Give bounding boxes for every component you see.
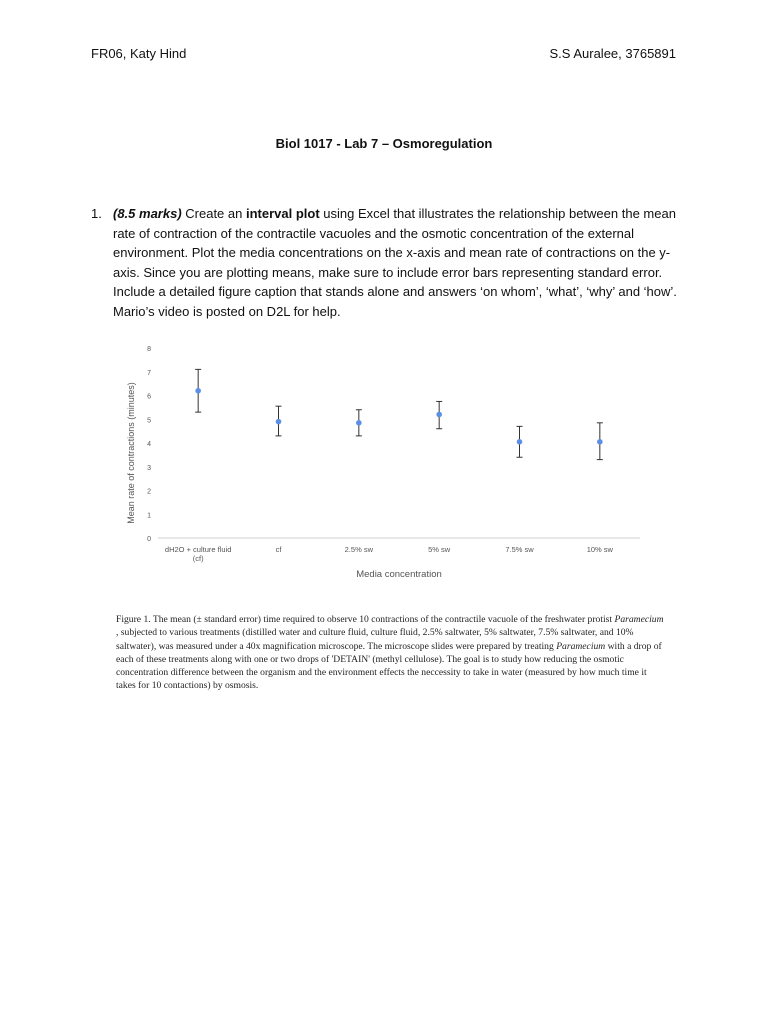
data-point [276, 419, 282, 425]
data-point [597, 439, 603, 445]
y-tick-label: 7 [147, 369, 151, 377]
y-tick-label: 1 [147, 512, 151, 520]
page-title: Biol 1017 - Lab 7 – Osmoregulation [275, 136, 493, 151]
y-tick-label: 6 [147, 393, 151, 401]
question-text-part-2: using Excel that illustrates the relationship between the mean rate of contraction of the contractile vacuoles and the osmotic concentration of the external environment. Plot the media concentrations on the x-axis and mean rate of contractions on the y-axis. Since you are plotting means, make sure to include error bars representing standard error. Include a detailed figure caption that stands alone and answers ‘on whom’, ‘what’, ‘why’ and ‘how’. Mario’s video is posted on D2L for help. [113, 206, 677, 319]
x-tick-label [428, 545, 451, 554]
x-tick-label [276, 545, 283, 554]
question-marks: (8.5 marks) [113, 206, 182, 221]
question-text [113, 204, 681, 322]
x-tick-label [345, 545, 374, 554]
x-tick-label-line: dH2O + culture fluid [164, 545, 232, 554]
y-tick-label: 5 [147, 417, 151, 425]
x-tick-label-line: 10% sw [586, 545, 613, 554]
x-tick-label-line: 2.5% sw [344, 545, 374, 554]
data-point [517, 439, 523, 445]
caption-part-2: , subjected to various treatments (distilled water and culture fluid, culture fluid, 2.5% saltwater, 5% saltwater, 7.5% saltwater, and 10% saltwater), was measured under a 40x magnification microscope. The microscope slides were prepared by treating [116, 627, 634, 652]
x-tick-label [587, 545, 614, 554]
x-tick-label [165, 545, 232, 563]
question-text-part-1: Create an [181, 206, 246, 221]
x-tick-label-line: cf [275, 545, 282, 554]
data-point [356, 420, 362, 426]
header-student: S.S Auralee, 3765891 [549, 46, 676, 61]
header-author: FR06, Katy Hind [91, 46, 187, 61]
figure-caption [116, 613, 664, 693]
question-bold-term: interval plot [245, 206, 320, 221]
interval-plot [110, 335, 650, 590]
question-number: 1. [91, 206, 102, 221]
caption-organism-1: Paramecium [614, 614, 664, 625]
y-axis-label: Mean rate of contractions (minutes) [126, 382, 136, 524]
caption-part-1: Figure 1. The mean (± standard error) time required to observe 10 contractions of the contractile vacuole of the freshwater protist [116, 614, 615, 625]
x-tick-label-line: (cf) [192, 554, 204, 563]
y-tick-label: 3 [147, 464, 151, 472]
x-axis-label: Media concentration [356, 569, 442, 580]
y-tick-label: 2 [147, 488, 151, 496]
x-tick-label [505, 545, 534, 554]
x-tick-label-line: 5% sw [428, 545, 451, 554]
caption-part-3: with a drop of each of these treatments along with one or two drops of 'DETAIN' (methyl cellulose). The goal is to study how reducing the osmotic concentration difference between the organism and the environment effects the neccessity to take in water (measured by how much time it takes for 10 contactions) by osmosis. [116, 640, 662, 692]
data-point [436, 412, 442, 418]
x-tick-label-line: 7.5% sw [505, 545, 534, 554]
data-point [195, 388, 201, 394]
caption-organism-2: Paramecium [556, 640, 606, 652]
y-tick-label: 4 [147, 441, 151, 448]
y-tick-label: 8 [147, 346, 151, 353]
y-tick-label: 0 [147, 536, 151, 543]
